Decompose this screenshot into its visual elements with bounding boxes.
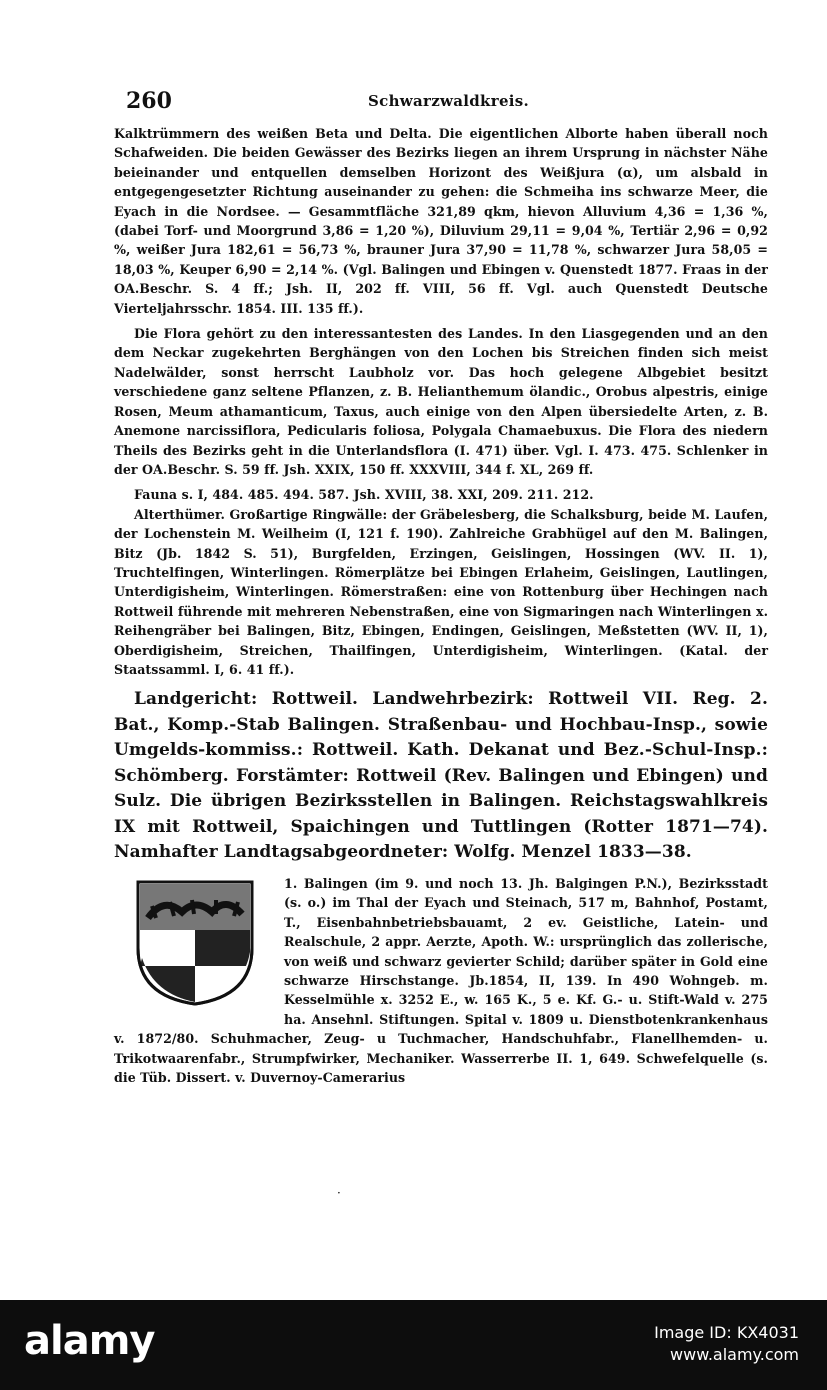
site-url: www.alamy.com [670, 1345, 799, 1364]
coat-of-arms [114, 874, 284, 1012]
page-header [126, 88, 766, 116]
entry-balingen [114, 874, 768, 1087]
footer-info [654, 1322, 799, 1366]
paragraph-administration: Landgericht: Rottweil. Landwehrbezirk: Rottweil VII. Reg. 2. Bat., Komp.-Stab Balingen. Straßenbau- und Hochbau-Insp., sowie Umgelds-kommiss.: Rottweil. Kath. Dekanat und Bez.-Schul-Insp.: Schömberg. Forstämter: Rottweil (Rev. Balingen und Ebingen) und Sulz. Die übrigen Bezirksstellen in Balingen. Reichstagswahlkreis IX mit Rottweil, Spaichingen und Tuttlingen (Rotter 1871—74). Namhafter Landtagsabgeordneter: Wolfg. Menzel 1833—38. [114, 689, 768, 863]
paragraph-flora: Die Flora gehört zu den interessantesten des Landes. In den Liasgegenden und an den dem Neckar zugekehrten Berghängen von den Lochen bis Streichen finden sich meist Nadelwälder, sonst herrscht Laubholz vor. Das hoch gelegene Albgebiet besitzt verschiedene ganz seltene Pflanzen, z. B. Helianthemum ölandic., Orobus alpestris, einige Rosen, Meum athamanticum, Taxus, auch einige von den Alpen übersiedelte Arten, z. B. Anemone narcissiflora, Pedicularis foliosa, Polygala Chamaebuxus. Die Flora des niedern Theils des Bezirks geht in die Unterlandsflora (I. 471) über. Vgl. I. 473. 475. Schlenker in der OA.Beschr. S. 59 ff. Jsh. XXIX, 150 ff. XXXVIII, 344 f. XL, 269 ff. [114, 326, 768, 477]
image-id: Image ID: KX4031 [654, 1323, 799, 1342]
paragraph-fauna: Fauna s. I, 484. 485. 494. 587. Jsh. XVIII, 38. XXI, 209. 211. 212. [134, 487, 594, 503]
running-head: Schwarzwaldkreis. [368, 92, 530, 110]
stray-dot: · [337, 1186, 341, 1200]
entry-balingen-text: 1. Balingen (im 9. und noch 13. Jh. Balgingen P.N.), Bezirksstadt (s. o.) im Thal der Eyach und Steinach, 517 m, Bahnhof, Postamt, T., Eisenbahnbetriebsbauamt, 2 ev. Geistliche, Latein- und Realschule, 2 appr. Aerzte, Apoth. W.: ursprünglich das zollerische, von weiß und schwarz gevierter Schild; darüber später in Gold eine schwarze Hirschstange. Jb.1854, II, 139. In 490 Wohngeb. m. Kesselmühle x. 3252 E., w. 165 K., 5 e. Kf. G.- u. Stift-Wald v. 275 ha. Ansehnl. Stiftungen. Spital v. 1809 u. Dienstbotenkrankenhaus v. 1872/80. Schuhmacher, Zeug- u Tuchmacher, Handschuhfabr., Flanellhemden- u. Trikotwaarenfabr., Strumpfwirker, Mechaniker. Wasserrerbe II. 1, 649. Schwefelquelle (s. die Tüb. Dissert. v. Duvernoy-Camerarius [114, 875, 768, 1085]
stock-footer [0, 1300, 827, 1390]
alamy-logo: alamy [24, 1318, 155, 1364]
paragraph-geology: Kalktrümmern des weißen Beta und Delta. Die eigentlichen Alborte haben überall noch Schafweiden. Die beiden Gewässer des Bezirks liegen an ihrem Ursprung in nächster Nähe beieinander und entquellen demselben Horizont des Weißjura (α), um alsbald in entgegengesetzter Richtung auseinander zu gehen: die Schmeiha ins schwarze Meer, die Eyach in die Nordsee. — Gesammtfläche 321,89 qkm, hievon Alluvium 4,36 = 1,36 %, (dabei Torf- und Moorgrund 3,86 = 1,20 %), Diluvium 29,11 = 9,04 %, Tertiär 2,96 = 0,92 %, weißer Jura 182,61 = 56,73 %, brauner Jura 37,90 = 11,78 %, schwarzer Jura 58,05 = 18,03 %, Keuper 6,90 = 2,14 %. (Vgl. Balingen und Ebingen v. Quenstedt 1877. Fraas in der OA.Beschr. S. 4 ff.; Jsh. II, 202 ff. VIII, 56 ff. Vgl. auch Quenstedt Deutsche Vierteljahrsschr. 1854. III. 135 ff.). [114, 126, 768, 316]
coat-of-arms-icon [134, 878, 256, 1006]
main-text [114, 124, 768, 1087]
page-number: 260 [126, 88, 172, 114]
paragraph-antiquities: Alterthümer. Großartige Ringwälle: der Gräbelesberg, die Schalksburg, beide M. Laufen, der Lochenstein M. Weilheim (I, 121 f. 190). Zahlreiche Grabhügel auf den M. Balingen, Bitz (Jb. 1842 S. 51), Burgfelden, Erzingen, Geislingen, Hossingen (WV. II. 1), Truchtelfingen, Winterlingen. Römerplätze bei Ebingen Erlaheim, Geislingen, Lautlingen, Unterdigisheim, Winterlingen. Römerstraßen: eine von Rottenburg über Hechingen nach Rottweil führende mit mehreren Nebenstraßen, eine von Sigmaringen nach Winterlingen x. Reihengräber bei Balingen, Bitz, Ebingen, Endingen, Geislingen, Meßstetten (WV. II, 1), Oberdigisheim, Streichen, Thailfingen, Unterdigisheim, Winterlingen. (Katal. der Staatssamml. I, 6. 41 ff.). [114, 506, 768, 677]
